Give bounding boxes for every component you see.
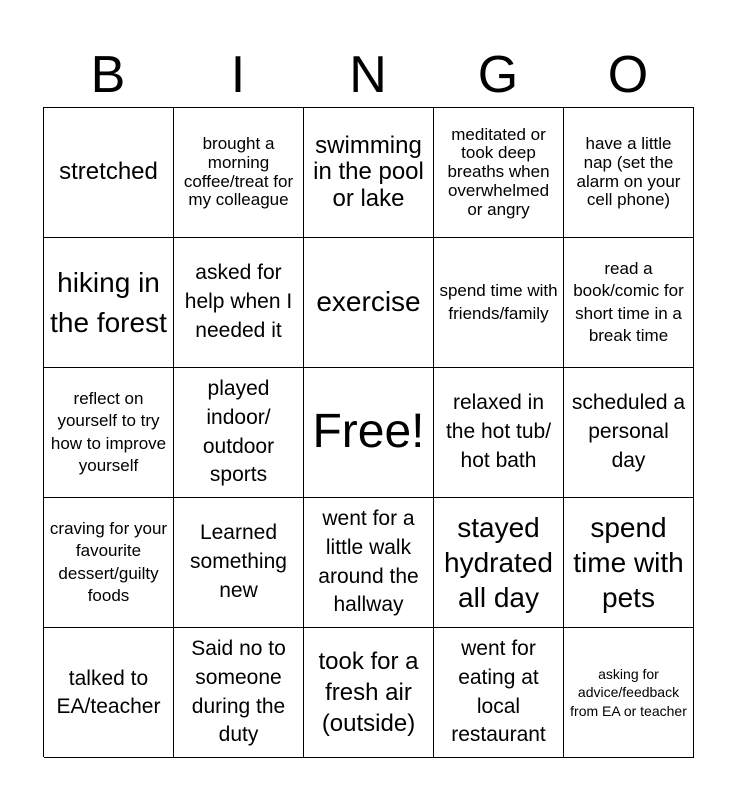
- free-cell-text: Free!: [312, 405, 425, 459]
- bingo-cell[interactable]: [564, 368, 694, 498]
- bingo-cell[interactable]: [304, 238, 434, 368]
- cell-text: exercise: [316, 286, 421, 318]
- header-letter-n: N: [349, 46, 387, 104]
- bingo-cell[interactable]: [434, 238, 564, 368]
- cell-text: asking for advice/feedback from EA or teacher: [570, 666, 687, 719]
- cell-text: went for eating at local restaurant: [451, 636, 546, 747]
- cell-text: hiking in the forest: [50, 267, 167, 338]
- bingo-cell[interactable]: [304, 628, 434, 758]
- bingo-cell[interactable]: [304, 108, 434, 238]
- bingo-cell[interactable]: [174, 108, 304, 238]
- header-letter-o: O: [607, 46, 649, 104]
- cell-text: took for a fresh air (outside): [318, 647, 419, 738]
- bingo-cell[interactable]: [174, 238, 304, 368]
- bingo-board: [43, 107, 694, 757]
- bingo-cell[interactable]: [174, 498, 304, 628]
- cell-text: spend time with friends/family: [439, 281, 558, 323]
- cell-text: craving for your favourite dessert/guilty foods: [49, 519, 168, 605]
- bingo-cell[interactable]: [174, 368, 304, 498]
- header-letter-g: G: [477, 46, 519, 104]
- bingo-cell[interactable]: [44, 238, 174, 368]
- bingo-cell[interactable]: [434, 368, 564, 498]
- cell-text: meditated or took deep breaths when overwhelmed or angry: [447, 124, 550, 219]
- cell-text: stretched: [59, 158, 158, 186]
- cell-text: Learned something new: [190, 521, 287, 602]
- bingo-cell[interactable]: [304, 498, 434, 628]
- bingo-cell[interactable]: [564, 498, 694, 628]
- bingo-cell[interactable]: [564, 628, 694, 758]
- bingo-cell[interactable]: [44, 498, 174, 628]
- free-cell[interactable]: [304, 368, 434, 498]
- cell-text: stayed hydrated all day: [444, 512, 553, 613]
- cell-text: relaxed in the hot tub/ hot bath: [445, 391, 552, 472]
- cell-text: reflect on yourself to try how to improve yourself: [50, 389, 167, 475]
- bingo-cell[interactable]: [174, 628, 304, 758]
- cell-text: scheduled a personal day: [571, 391, 686, 472]
- cell-text: read a book/comic for short time in a break time: [573, 259, 684, 345]
- cell-text: Said no to someone during the duty: [191, 636, 286, 747]
- bingo-cell[interactable]: [44, 108, 174, 238]
- bingo-header: [43, 44, 693, 106]
- header-letter-i: I: [230, 46, 246, 104]
- cell-text: brought a morning coffee/treat for my colleague: [183, 134, 294, 210]
- bingo-cell[interactable]: [44, 368, 174, 498]
- bingo-cell[interactable]: [44, 628, 174, 758]
- cell-text: asked for help when I needed it: [184, 261, 293, 342]
- cell-text: talked to EA/teacher: [56, 667, 161, 718]
- cell-text: played indoor/ outdoor sports: [202, 376, 275, 487]
- bingo-cell[interactable]: [434, 108, 564, 238]
- cell-text: have a little nap (set the alarm on your cell phone): [576, 134, 681, 210]
- bingo-cell[interactable]: [434, 628, 564, 758]
- bingo-cell[interactable]: [564, 238, 694, 368]
- cell-text: went for a little walk around the hallway: [318, 506, 419, 617]
- cell-text: spend time with pets: [573, 512, 684, 613]
- bingo-cell[interactable]: [564, 108, 694, 238]
- bingo-cell[interactable]: [434, 498, 564, 628]
- header-letter-b: B: [90, 46, 126, 104]
- cell-text: swimming in the pool or lake: [313, 131, 424, 212]
